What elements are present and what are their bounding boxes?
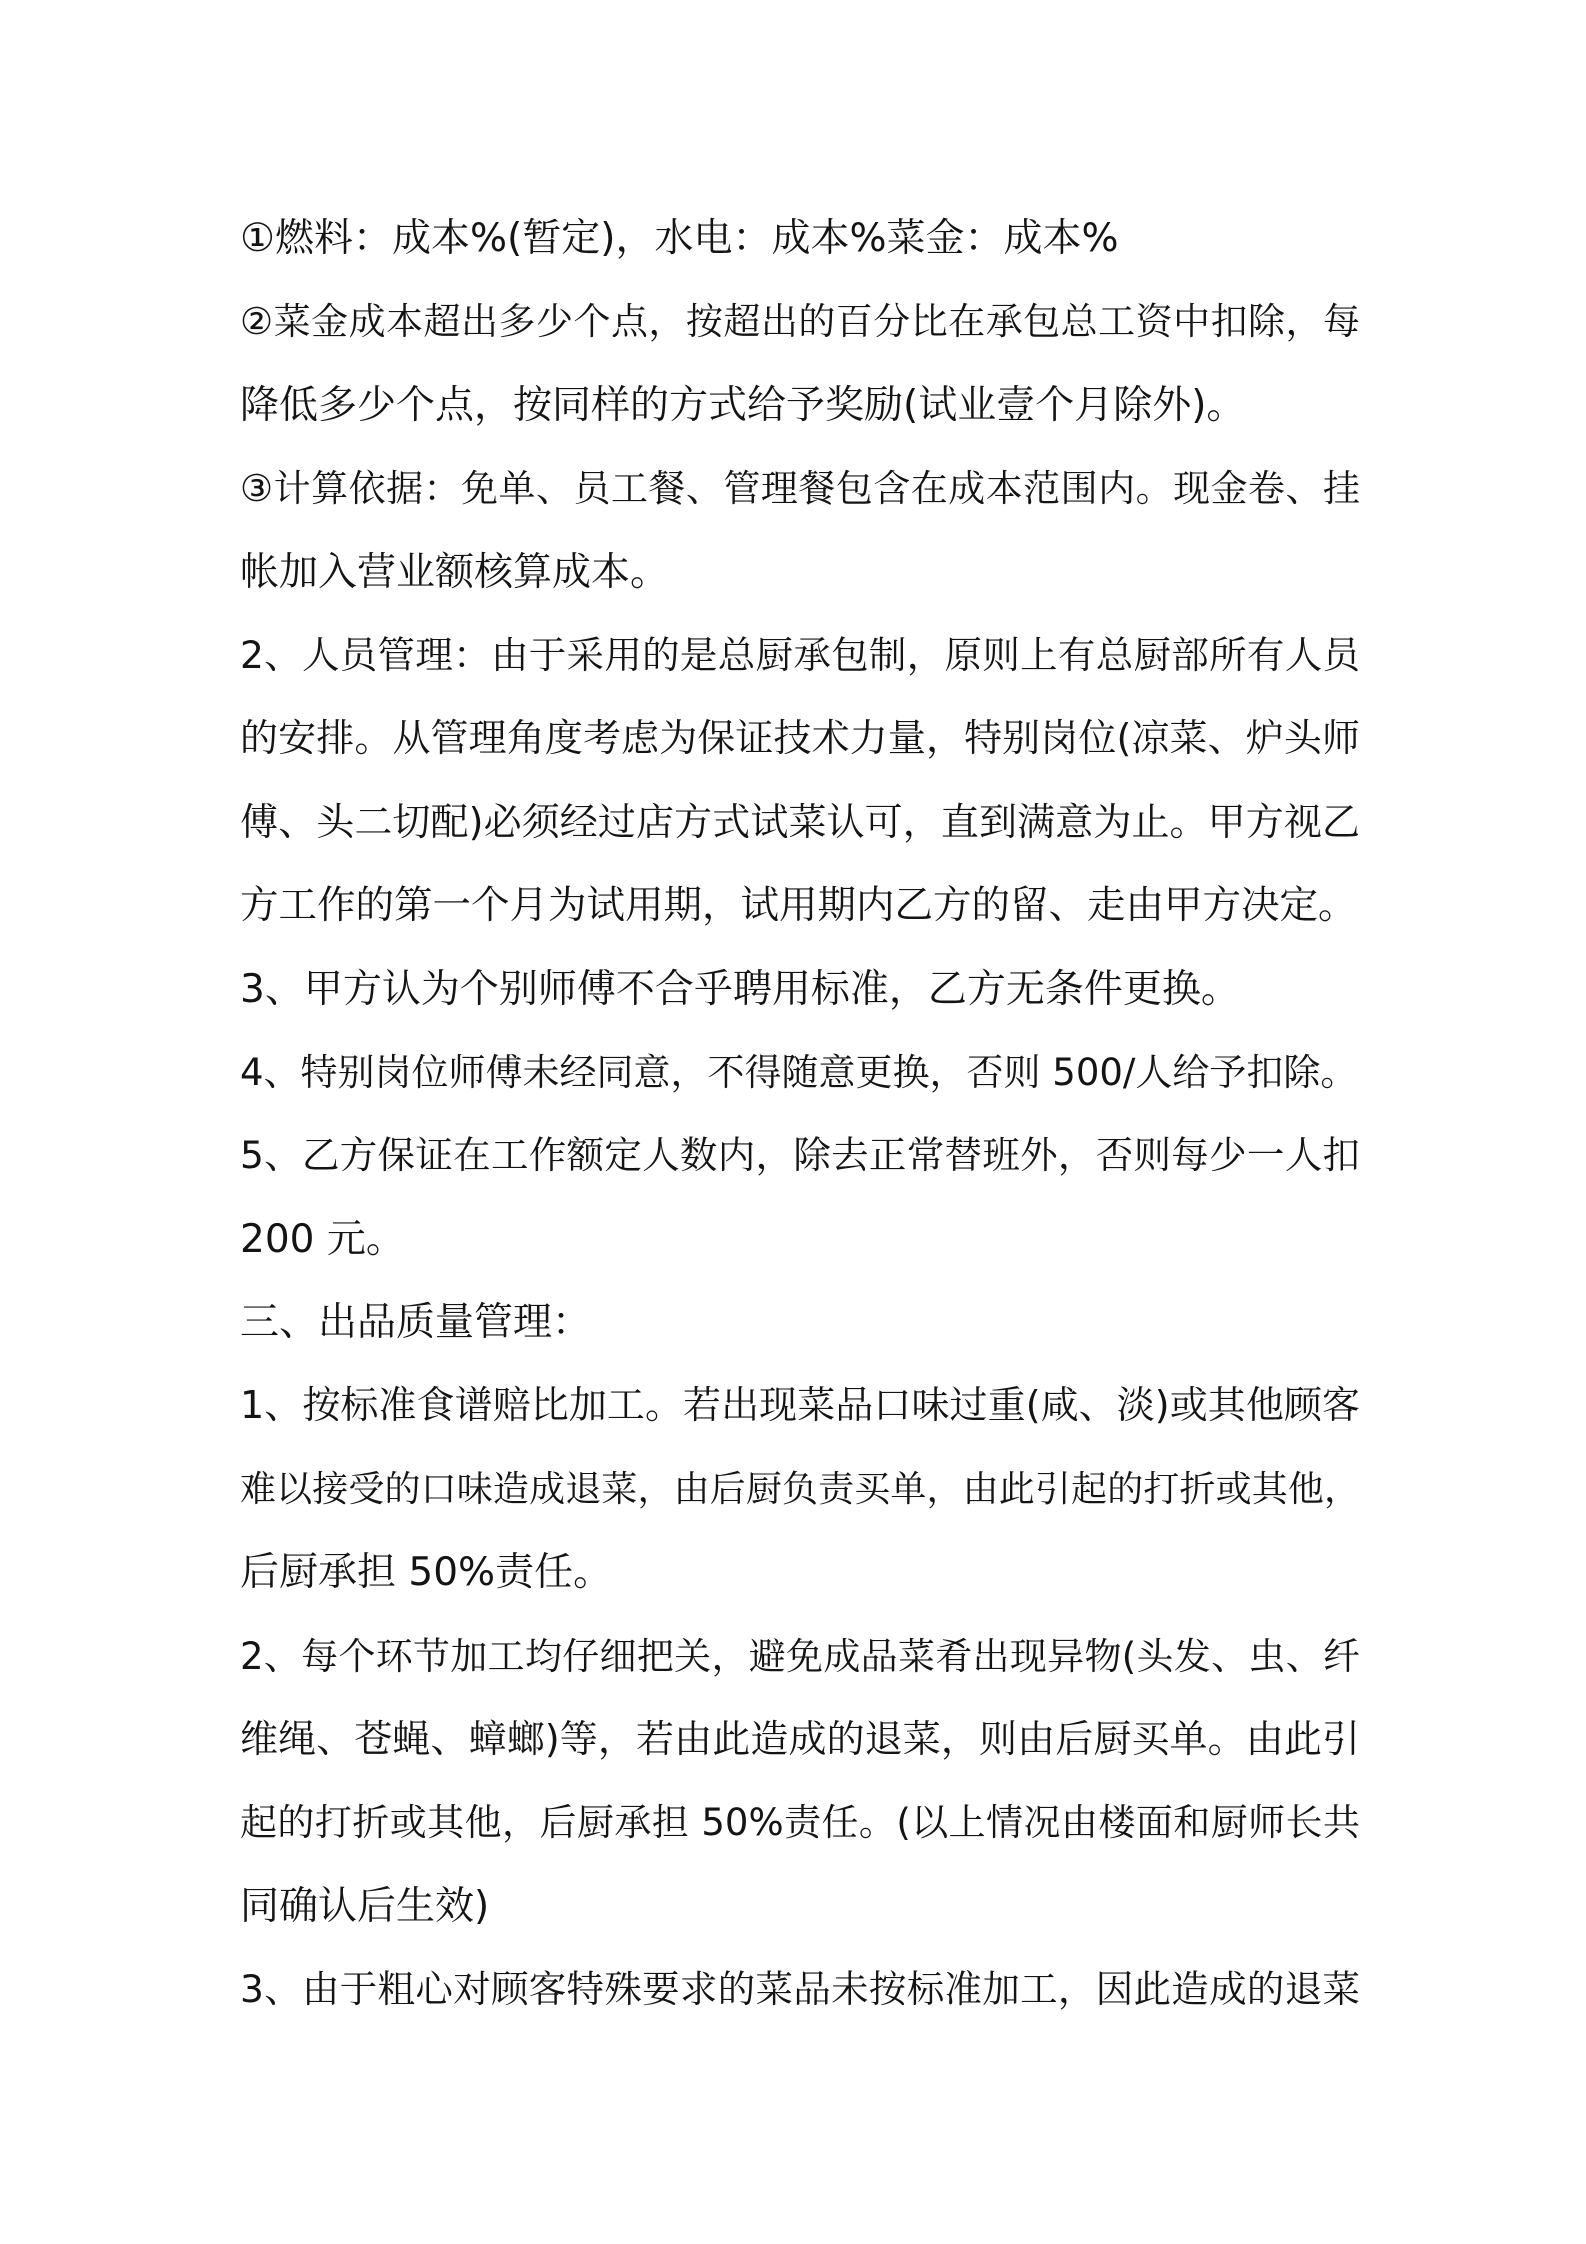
text-line-4: ③计算依据：免单、员工餐、管理餐包含在成本范围内。现金卷、挂 — [240, 467, 1360, 511]
text-line-16: 难以接受的口味造成退菜，由后厨负责买单，由此引起的打折或其他， — [240, 1468, 1360, 1510]
text-line-20: 起的打折或其他，后厨承担 50%责任。(以上情况由楼面和厨师长共 — [240, 1801, 1360, 1845]
text-line-7: 的安排。从管理角度考虑为保证技术力量，特别岗位(凉菜、炉头师 — [240, 716, 1360, 761]
text-line-11: 4、特别岗位师傅未经同意，不得随意更换，否则 500/人给予扣除。 — [240, 1050, 1358, 1094]
text-line-3: 降低多少个点，按同样的方式给予奖励(试业壹个月除外)。 — [240, 382, 1246, 428]
text-line-5: 帐加入营业额核算成本。 — [240, 549, 670, 595]
text-line-1: ①燃料：成本%(暂定)，水电：成本%菜金：成本% — [240, 216, 1119, 261]
text-line-21: 同确认后生效) — [240, 1883, 490, 1929]
text-line-18: 2、每个环节加工均仔细把关，避免成品菜肴出现异物(头发、虫、纤 — [240, 1634, 1360, 1678]
text-line-22: 3、由于粗心对顾客特殊要求的菜品未按标准加工，因此造成的退菜 — [240, 1967, 1360, 2012]
text-line-13: 200 元。 — [240, 1216, 405, 1262]
text-line-10: 3、甲方认为个别师傅不合乎聘用标准，乙方无条件更换。 — [240, 966, 1240, 1012]
text-line-2: ②菜金成本超出多少个点，按超出的百分比在承包总工资中扣除，每 — [240, 300, 1360, 344]
text-line-6: 2、人员管理：由于采用的是总厨承包制，原则上有总厨部所有人员 — [240, 632, 1360, 677]
text-line-14: 三、出品质量管理： — [240, 1300, 592, 1346]
text-line-12: 5、乙方保证在工作额定人数内，除去正常替班外，否则每少一人扣 — [240, 1133, 1360, 1178]
document-body — [240, 197, 1360, 2032]
text-line-17: 后厨承担 50%责任。 — [240, 1550, 613, 1596]
text-line-19: 维绳、苍蝇、蟑螂)等，若由此造成的退菜，则由后厨买单。由此引 — [240, 1717, 1360, 1762]
text-line-8: 傅、头二切配)必须经过店方式试菜认可，直到满意为止。甲方视乙 — [240, 799, 1360, 844]
text-line-9: 方工作的第一个月为试用期，试用期内乙方的留、走由甲方决定。 — [240, 883, 1357, 929]
text-line-15: 1、按标准食谱赔比加工。若出现菜品口味过重(咸、淡)或其他顾客 — [240, 1383, 1360, 1428]
